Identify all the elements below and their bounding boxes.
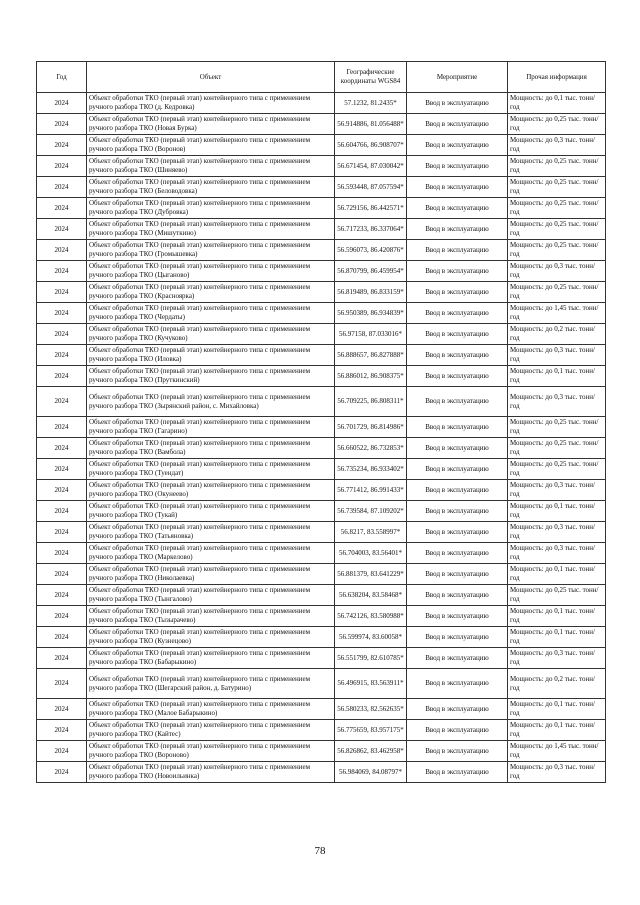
cell-object: Объект обработки ТКО (первый этап) контейнерного типа с применением ручного разбора ТКО (Кузнецово): [87, 627, 335, 648]
cell-other-info: Мощность: до 0,3 тыс. тонн/ год: [508, 387, 606, 417]
table-row: [37, 459, 606, 480]
cell-object: Объект обработки ТКО (первый этап) контейнерного типа с применением ручного разбора ТКО (Тукай): [87, 501, 335, 522]
cell-other-info: Мощность: до 0,3 тыс. тонн/ год: [508, 522, 606, 543]
table-row: [37, 417, 606, 438]
header-object: Объект: [87, 62, 335, 93]
cell-other-info: Мощность: до 0,1 тыс. тонн/ год: [508, 720, 606, 741]
table-row: [37, 387, 606, 417]
cell-object: Объект обработки ТКО (первый этап) контейнерного типа с применением ручного разбора ТКО (Окунеево): [87, 480, 335, 501]
cell-other-info: Мощность: до 0,1 тыс. тонн/ год: [508, 564, 606, 585]
table-body: [37, 93, 606, 783]
cell-coordinates: 56.701729, 86.814986*: [335, 417, 407, 438]
cell-event: Ввод в эксплуатацию: [407, 648, 508, 669]
cell-event: Ввод в эксплуатацию: [407, 345, 508, 366]
table-row: [37, 324, 606, 345]
cell-year: 2024: [37, 720, 87, 741]
cell-other-info: Мощность: до 0,2 тыс. тонн/ год: [508, 669, 606, 699]
table-row: [37, 303, 606, 324]
cell-other-info: Мощность: до 0,3 тыс. тонн/ год: [508, 648, 606, 669]
header-coordinates: Географические координаты WGS84: [335, 62, 407, 93]
cell-year: 2024: [37, 564, 87, 585]
cell-year: 2024: [37, 282, 87, 303]
cell-object: Объект обработки ТКО (первый этап) контейнерного типа с применением ручного разбора ТКО (Туендат): [87, 459, 335, 480]
cell-coordinates: 56.739584, 87.109202*: [335, 501, 407, 522]
cell-other-info: Мощность: до 1,45 тыс. тонн/ год: [508, 303, 606, 324]
cell-coordinates: 56.97158, 87.033016*: [335, 324, 407, 345]
cell-coordinates: 56.886012, 86.908375*: [335, 366, 407, 387]
cell-other-info: Мощность: до 0,3 тыс. тонн/ год: [508, 135, 606, 156]
cell-event: Ввод в эксплуатацию: [407, 177, 508, 198]
table-row: [37, 240, 606, 261]
cell-year: 2024: [37, 741, 87, 762]
table-row: [37, 177, 606, 198]
cell-coordinates: 56.593448, 87.057594*: [335, 177, 407, 198]
table-row: [37, 543, 606, 564]
cell-coordinates: 56.704003, 83.56401*: [335, 543, 407, 564]
cell-coordinates: 56.496915, 83.563911*: [335, 669, 407, 699]
cell-other-info: Мощность: до 0,25 тыс. тонн/ год: [508, 438, 606, 459]
cell-coordinates: 56.660522, 86.732853*: [335, 438, 407, 459]
cell-event: Ввод в эксплуатацию: [407, 240, 508, 261]
cell-event: Ввод в эксплуатацию: [407, 699, 508, 720]
cell-year: 2024: [37, 627, 87, 648]
cell-other-info: Мощность: до 0,25 тыс. тонн/ год: [508, 114, 606, 135]
cell-event: Ввод в эксплуатацию: [407, 135, 508, 156]
cell-coordinates: 56.735234, 86.933402*: [335, 459, 407, 480]
cell-other-info: Мощность: до 1,45 тыс. тонн/ год: [508, 741, 606, 762]
table-row: [37, 606, 606, 627]
cell-coordinates: 56.775659, 83.957175*: [335, 720, 407, 741]
cell-event: Ввод в эксплуатацию: [407, 114, 508, 135]
cell-event: Ввод в эксплуатацию: [407, 198, 508, 219]
cell-year: 2024: [37, 648, 87, 669]
cell-event: Ввод в эксплуатацию: [407, 480, 508, 501]
cell-year: 2024: [37, 366, 87, 387]
cell-other-info: Мощность: до 0,25 тыс. тонн/ год: [508, 177, 606, 198]
cell-coordinates: 56.551799, 82.610785*: [335, 648, 407, 669]
cell-coordinates: 56.950389, 86.934839*: [335, 303, 407, 324]
table-row: [37, 741, 606, 762]
cell-year: 2024: [37, 417, 87, 438]
cell-object: Объект обработки ТКО (первый этап) контейнерного типа с применением ручного разбора ТКО (Дубровка): [87, 198, 335, 219]
cell-object: Объект обработки ТКО (первый этап) контейнерного типа с применением ручного разбора ТКО (Громышевка): [87, 240, 335, 261]
cell-event: Ввод в эксплуатацию: [407, 522, 508, 543]
cell-year: 2024: [37, 699, 87, 720]
cell-year: 2024: [37, 198, 87, 219]
cell-coordinates: 56.819489, 86.833159*: [335, 282, 407, 303]
table-row: [37, 585, 606, 606]
cell-year: 2024: [37, 480, 87, 501]
cell-other-info: Мощность: до 0,3 тыс. тонн/ год: [508, 261, 606, 282]
cell-coordinates: 56.599974, 83.60058*: [335, 627, 407, 648]
table-row: [37, 135, 606, 156]
cell-year: 2024: [37, 762, 87, 783]
cell-coordinates: 56.729156, 86.442571*: [335, 198, 407, 219]
cell-object: Объект обработки ТКО (первый этап) контейнерного типа с применением ручного разбора ТКО (Маркелово): [87, 543, 335, 564]
cell-other-info: Мощность: до 0,3 тыс. тонн/ год: [508, 345, 606, 366]
table-row: [37, 762, 606, 783]
cell-other-info: Мощность: до 0,25 тыс. тонн/ год: [508, 156, 606, 177]
table-row: [37, 501, 606, 522]
cell-event: Ввод в эксплуатацию: [407, 303, 508, 324]
cell-event: Ввод в эксплуатацию: [407, 459, 508, 480]
cell-other-info: Мощность: до 0,25 тыс. тонн/ год: [508, 240, 606, 261]
cell-other-info: Мощность: до 0,1 тыс. тонн/ год: [508, 699, 606, 720]
cell-event: Ввод в эксплуатацию: [407, 543, 508, 564]
cell-object: Объект обработки ТКО (первый этап) контейнерного типа с применением ручного разбора ТКО (Беловодовка): [87, 177, 335, 198]
cell-coordinates: 56.870799, 86.459954*: [335, 261, 407, 282]
cell-other-info: Мощность: до 0,25 тыс. тонн/ год: [508, 282, 606, 303]
table-row: [37, 438, 606, 459]
cell-other-info: Мощность: до 0,3 тыс. тонн/ год: [508, 762, 606, 783]
cell-coordinates: 56.717233, 86.337064*: [335, 219, 407, 240]
cell-object: Объект обработки ТКО (первый этап) контейнерного типа с применением ручного разбора ТКО (Татьяновка): [87, 522, 335, 543]
header-year: Год: [37, 62, 87, 93]
table-row: [37, 345, 606, 366]
cell-other-info: Мощность: до 0,1 тыс. тонн/ год: [508, 366, 606, 387]
table-row: [37, 366, 606, 387]
cell-coordinates: 56.671454, 87.030042*: [335, 156, 407, 177]
table-row: [37, 564, 606, 585]
cell-object: Объект обработки ТКО (первый этап) контейнерного типа с применением ручного разбора ТКО (Тынгалово): [87, 585, 335, 606]
cell-other-info: Мощность: до 0,3 тыс. тонн/ год: [508, 480, 606, 501]
cell-coordinates: 56.580233, 82.562635*: [335, 699, 407, 720]
cell-year: 2024: [37, 585, 87, 606]
cell-event: Ввод в эксплуатацию: [407, 282, 508, 303]
table-row: [37, 282, 606, 303]
cell-year: 2024: [37, 459, 87, 480]
cell-other-info: Мощность: до 0,1 тыс. тонн/ год: [508, 93, 606, 114]
cell-year: 2024: [37, 219, 87, 240]
cell-object: Объект обработки ТКО (первый этап) контейнерного типа с применением ручного разбора ТКО (Бабарыкино): [87, 648, 335, 669]
cell-year: 2024: [37, 543, 87, 564]
table-row: [37, 114, 606, 135]
table-row: [37, 156, 606, 177]
cell-year: 2024: [37, 261, 87, 282]
cell-coordinates: 56.709225, 86.808311*: [335, 387, 407, 417]
cell-coordinates: 56.638204, 83.58468*: [335, 585, 407, 606]
header-event: Мероприятие: [407, 62, 508, 93]
cell-event: Ввод в эксплуатацию: [407, 606, 508, 627]
cell-object: Объект обработки ТКО (первый этап) контейнерного типа с применением ручного разбора ТКО (Тызырачево): [87, 606, 335, 627]
cell-event: Ввод в эксплуатацию: [407, 93, 508, 114]
cell-year: 2024: [37, 135, 87, 156]
cell-year: 2024: [37, 522, 87, 543]
cell-object: Объект обработки ТКО (первый этап) контейнерного типа с применением ручного разбора ТКО (Кучуково): [87, 324, 335, 345]
cell-event: Ввод в эксплуатацию: [407, 387, 508, 417]
table-header-row: [37, 62, 606, 93]
table-row: [37, 627, 606, 648]
cell-object: Объект обработки ТКО (первый этап) контейнерного типа с применением ручного разбора ТКО (Воронов): [87, 135, 335, 156]
cell-coordinates: 57.1232, 81.2435*: [335, 93, 407, 114]
cell-other-info: Мощность: до 0,25 тыс. тонн/ год: [508, 417, 606, 438]
cell-other-info: Мощность: до 0,1 тыс. тонн/ год: [508, 627, 606, 648]
cell-event: Ввод в эксплуатацию: [407, 219, 508, 240]
cell-other-info: Мощность: до 0,1 тыс. тонн/ год: [508, 501, 606, 522]
cell-year: 2024: [37, 324, 87, 345]
cell-other-info: Мощность: до 0,3 тыс. тонн/ год: [508, 543, 606, 564]
cell-coordinates: 56.826862, 83.462958*: [335, 741, 407, 762]
table-row: [37, 198, 606, 219]
table-row: [37, 261, 606, 282]
cell-event: Ввод в эксплуатацию: [407, 741, 508, 762]
cell-event: Ввод в эксплуатацию: [407, 324, 508, 345]
cell-year: 2024: [37, 669, 87, 699]
cell-event: Ввод в эксплуатацию: [407, 564, 508, 585]
table-row: [37, 720, 606, 741]
cell-year: 2024: [37, 114, 87, 135]
cell-object: Объект обработки ТКО (первый этап) контейнерного типа с применением ручного разбора ТКО (Кайтес): [87, 720, 335, 741]
table-row: [37, 522, 606, 543]
cell-event: Ввод в эксплуатацию: [407, 417, 508, 438]
cell-year: 2024: [37, 606, 87, 627]
cell-object: Объект обработки ТКО (первый этап) контейнерного типа с применением ручного разбора ТКО (Николаевка): [87, 564, 335, 585]
cell-other-info: Мощность: до 0,25 тыс. тонн/ год: [508, 585, 606, 606]
cell-event: Ввод в эксплуатацию: [407, 366, 508, 387]
table-row: [37, 93, 606, 114]
cell-object: Объект обработки ТКО (первый этап) контейнерного типа с применением ручного разбора ТКО (Зырянский район, с. Михайловка): [87, 387, 335, 417]
page-number: 78: [314, 845, 326, 857]
cell-other-info: Мощность: до 0,25 тыс. тонн/ год: [508, 459, 606, 480]
cell-coordinates: 56.771412, 86.991433*: [335, 480, 407, 501]
table-row: [37, 699, 606, 720]
cell-object: Объект обработки ТКО (первый этап) контейнерного типа с применением ручного разбора ТКО (Чердаты): [87, 303, 335, 324]
cell-object: Объект обработки ТКО (первый этап) контейнерного типа с применением ручного разбора ТКО (Малое Бабарыкино): [87, 699, 335, 720]
cell-event: Ввод в эксплуатацию: [407, 762, 508, 783]
cell-event: Ввод в эксплуатацию: [407, 261, 508, 282]
cell-object: Объект обработки ТКО (первый этап) контейнерного типа с применением ручного разбора ТКО (Шиняево): [87, 156, 335, 177]
cell-object: Объект обработки ТКО (первый этап) контейнерного типа с применением ручного разбора ТКО (д. Кедровка): [87, 93, 335, 114]
cell-coordinates: 56.604766, 86.908707*: [335, 135, 407, 156]
cell-coordinates: 56.914886, 81.056488*: [335, 114, 407, 135]
cell-object: Объект обработки ТКО (первый этап) контейнерного типа с применением ручного разбора ТКО (Вамбола): [87, 438, 335, 459]
cell-year: 2024: [37, 240, 87, 261]
cell-event: Ввод в эксплуатацию: [407, 669, 508, 699]
cell-year: 2024: [37, 303, 87, 324]
cell-coordinates: 56.596073, 86.420876*: [335, 240, 407, 261]
cell-object: Объект обработки ТКО (первый этап) контейнерного типа с применением ручного разбора ТКО (Цыганово): [87, 261, 335, 282]
cell-coordinates: 56.8217, 83.558997*: [335, 522, 407, 543]
cell-year: 2024: [37, 438, 87, 459]
cell-year: 2024: [37, 345, 87, 366]
cell-object: Объект обработки ТКО (первый этап) контейнерного типа с применением ручного разбора ТКО (Гагарино): [87, 417, 335, 438]
cell-other-info: Мощность: до 0,25 тыс. тонн/ год: [508, 219, 606, 240]
cell-object: Объект обработки ТКО (первый этап) контейнерного типа с применением ручного разбора ТКО (Шегарский район, д. Батурино): [87, 669, 335, 699]
table-row: [37, 669, 606, 699]
cell-other-info: Мощность: до 0,25 тыс. тонн/ год: [508, 198, 606, 219]
cell-other-info: Мощность: до 0,1 тыс. тонн/ год: [508, 606, 606, 627]
cell-object: Объект обработки ТКО (первый этап) контейнерного типа с применением ручного разбора ТКО (Новая Бурка): [87, 114, 335, 135]
cell-object: Объект обработки ТКО (первый этап) контейнерного типа с применением ручного разбора ТКО (Пруткинский): [87, 366, 335, 387]
table-row: [37, 648, 606, 669]
cell-event: Ввод в эксплуатацию: [407, 156, 508, 177]
cell-event: Ввод в эксплуатацию: [407, 585, 508, 606]
cell-year: 2024: [37, 387, 87, 417]
cell-coordinates: 56.742126, 83.580988*: [335, 606, 407, 627]
cell-year: 2024: [37, 177, 87, 198]
cell-year: 2024: [37, 93, 87, 114]
cell-object: Объект обработки ТКО (первый этап) контейнерного типа с применением ручного разбора ТКО (Новоильинка): [87, 762, 335, 783]
cell-coordinates: 56.881379, 83.641229*: [335, 564, 407, 585]
cell-other-info: Мощность: до 0,2 тыс. тонн/ год: [508, 324, 606, 345]
cell-event: Ввод в эксплуатацию: [407, 501, 508, 522]
facilities-table: [36, 61, 606, 783]
cell-coordinates: 56.888657, 86.827888*: [335, 345, 407, 366]
cell-object: Объект обработки ТКО (первый этап) контейнерного типа с применением ручного разбора ТКО (Мишуткино): [87, 219, 335, 240]
cell-event: Ввод в эксплуатацию: [407, 720, 508, 741]
cell-object: Объект обработки ТКО (первый этап) контейнерного типа с применением ручного разбора ТКО (Красноярка): [87, 282, 335, 303]
cell-object: Объект обработки ТКО (первый этап) контейнерного типа с применением ручного разбора ТКО (Иловка): [87, 345, 335, 366]
cell-year: 2024: [37, 156, 87, 177]
table-row: [37, 219, 606, 240]
header-other-info: Прочая информация: [508, 62, 606, 93]
cell-year: 2024: [37, 501, 87, 522]
cell-coordinates: 56.984069, 84.08797*: [335, 762, 407, 783]
cell-event: Ввод в эксплуатацию: [407, 438, 508, 459]
table-row: [37, 480, 606, 501]
cell-object: Объект обработки ТКО (первый этап) контейнерного типа с применением ручного разбора ТКО (Вороново): [87, 741, 335, 762]
cell-event: Ввод в эксплуатацию: [407, 627, 508, 648]
